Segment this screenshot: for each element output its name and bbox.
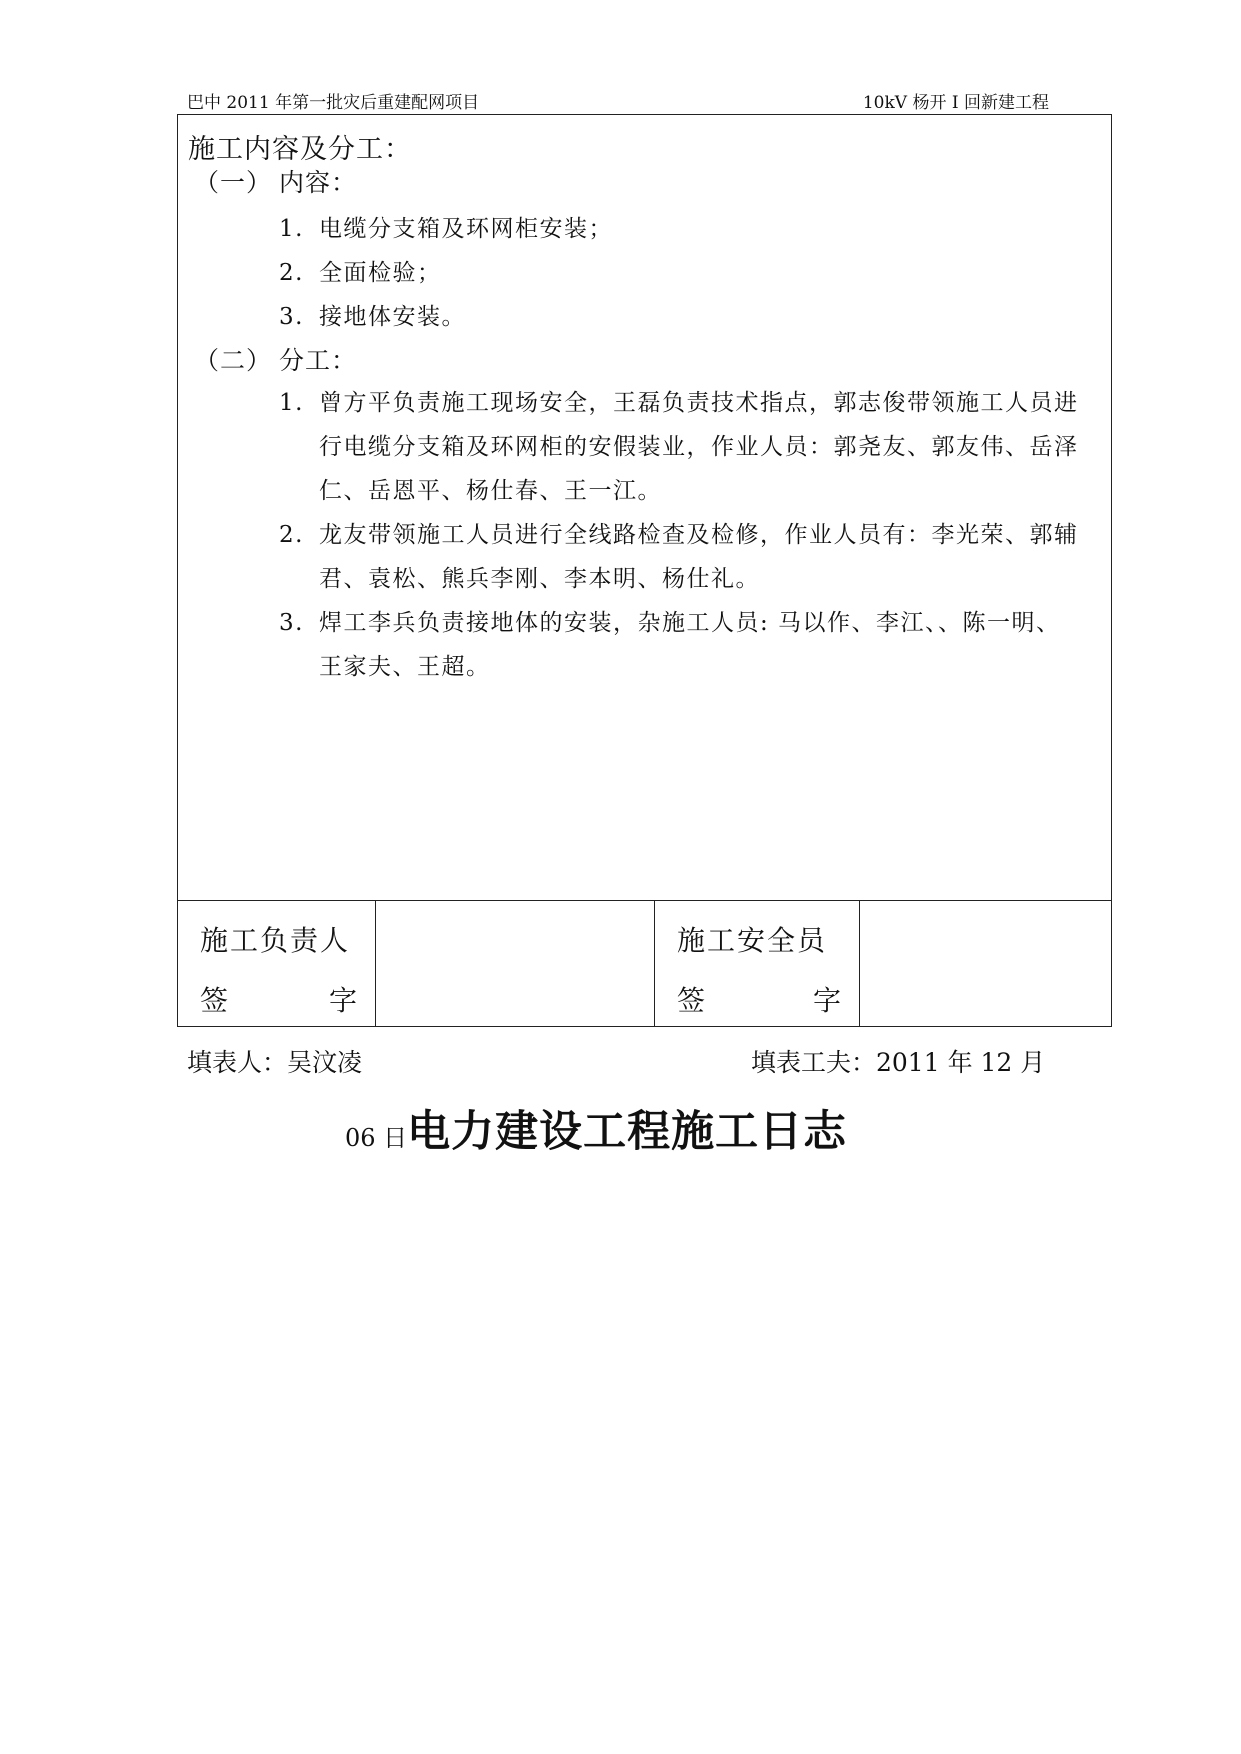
footer-date: 06 日 (345, 1124, 408, 1152)
leader-label: 施工负责人 (200, 924, 351, 957)
fill-date: 填表工夫：2011 年 12 月 (751, 1048, 1046, 1077)
safety-label-cell (655, 901, 860, 1026)
sign-label: 签 字 (200, 984, 357, 1017)
safety-signature-field[interactable] (860, 901, 1111, 1026)
leader-signature-field[interactable] (376, 901, 655, 1026)
project-name: 巴中 2011 年第一批灾后重建配网项目 (187, 93, 480, 113)
list-item: 1. 曾方平负责施工现场安全，王磊负责技术指点，郭志俊带领施工人员进行电缆分支箱及环网柜的安假装业，作业人员：郭尧友、郭友伟、岳泽仁、岳恩平、杨仕春、王一江。 (279, 390, 1079, 504)
log-form (177, 114, 1112, 1027)
sign-label: 签 字 (677, 984, 841, 1017)
page-header (187, 88, 1049, 115)
signature-row (178, 901, 1111, 1026)
section-content (194, 163, 357, 199)
list-item: 2. 龙友带领施工人员进行全线路检查及检修，作业人员有：李光荣、郭辅君、袁松、熊兵李刚、李本明、杨仕礼。 (279, 522, 1079, 592)
content-title: 施工内容及分工： (188, 134, 412, 165)
leader-label-cell (178, 901, 376, 1026)
list-item: 3. 接地体安装。 (279, 304, 466, 330)
content-cell (178, 115, 1111, 901)
page-footer (345, 1098, 847, 1159)
list-item: 3. 焊工李兵负责接地体的安装，杂施工人员: 马以作、李江、、陈一明、王家夫、王超。 (279, 610, 1061, 680)
list-item: 1. 电缆分支箱及环网柜安装； (279, 216, 613, 242)
list-item: 2. 全面检验； (279, 260, 442, 286)
section-label: 分工： (279, 346, 358, 375)
engineering-name: 10kV 杨开 I 回新建工程 (862, 93, 1049, 113)
section-label: 内容： (279, 168, 358, 197)
form-filler: 填表人：吴汶凌 (187, 1048, 363, 1077)
section-division (194, 341, 357, 377)
safety-label: 施工安全员 (677, 924, 828, 957)
section-number: （二） (194, 346, 273, 375)
section-number: （一） (194, 168, 273, 197)
footer-title: 电力建设工程施工日志 (407, 1107, 848, 1157)
